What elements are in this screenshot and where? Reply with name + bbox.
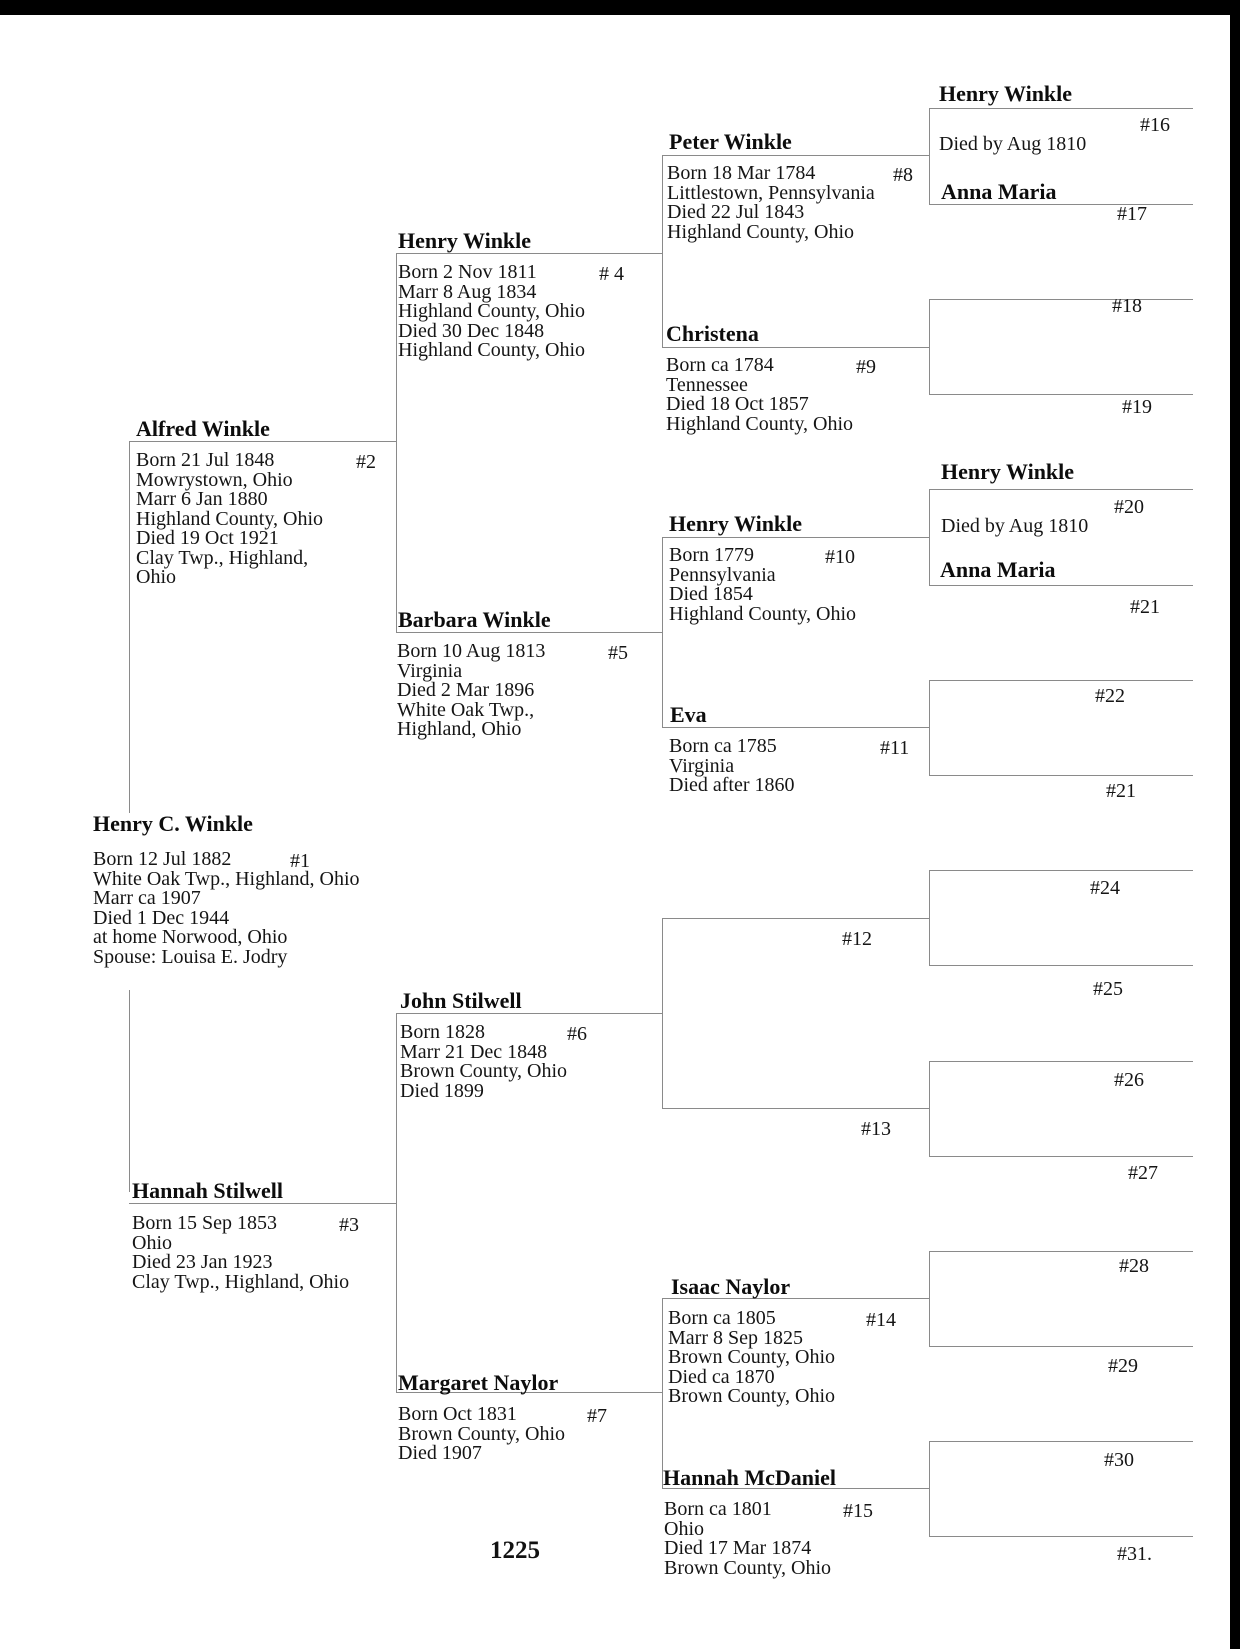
person-1-died: Died 1 Dec 1944 — [93, 906, 230, 929]
person-5-line: White Oak Twp., — [397, 698, 535, 721]
person-16-name: Henry Winkle — [939, 81, 1073, 106]
person-2-line: Born 21 Jul 1848 — [136, 449, 275, 471]
person-18-number: #18 — [1112, 295, 1142, 317]
person-7-details — [398, 1405, 565, 1464]
person-3-details — [132, 1214, 349, 1292]
person-10-line: Born 1779 — [669, 544, 754, 566]
person-1-marriage: Marr ca 1907 — [93, 887, 201, 909]
person-14-line: Brown County, Ohio — [668, 1385, 836, 1407]
person-14-line: Marr 8 Sep 1825 — [668, 1326, 803, 1349]
person-7-number: #7 — [587, 1405, 607, 1427]
person-5-line: Died 2 Mar 1896 — [397, 679, 535, 701]
person-28-number: #28 — [1119, 1255, 1149, 1277]
person-20-details — [941, 517, 1088, 537]
person-9-name: Christena — [666, 321, 759, 346]
person-12-number: #12 — [842, 928, 872, 950]
person-10-line: Died 1854 — [669, 583, 753, 605]
person-19-number: #19 — [1122, 396, 1152, 418]
person-5-line: Born 10 Aug 1813 — [397, 640, 546, 662]
person-4-number: # 4 — [599, 263, 624, 285]
person-30-number: #30 — [1104, 1449, 1134, 1471]
person-20-name: Henry Winkle — [941, 459, 1075, 484]
person-7-line: Died 1907 — [398, 1442, 482, 1464]
person-15-name: Hannah McDaniel — [663, 1465, 836, 1490]
person-6-number: #6 — [567, 1023, 587, 1045]
person-29-number: #29 — [1108, 1355, 1138, 1377]
person-8-line: Highland County, Ohio — [667, 220, 855, 243]
person-15-line: Born ca 1801 — [664, 1498, 772, 1520]
person-2-line: Mowrystown, Ohio — [136, 468, 293, 491]
person-8-details — [667, 164, 875, 242]
scan-border-top — [0, 0, 1240, 15]
person-26-number: #26 — [1114, 1069, 1144, 1091]
person-4-details — [398, 263, 585, 361]
person-6-name: John Stilwell — [400, 988, 522, 1013]
person-31-number: #31. — [1117, 1543, 1152, 1565]
person-11-line: Born ca 1785 — [669, 735, 777, 757]
person-6-line: Brown County, Ohio — [400, 1060, 568, 1082]
person-10-line: Highland County, Ohio — [669, 602, 857, 625]
person-25-number: #25 — [1093, 978, 1123, 1000]
person-3-line: Clay Twp., Highland, Ohio — [132, 1270, 350, 1293]
person-11-line: Virginia — [669, 754, 735, 777]
person-9-line: Tennessee — [666, 373, 748, 396]
person-5-line: Virginia — [397, 659, 463, 682]
person-7-name: Margaret Naylor — [398, 1370, 559, 1395]
person-9-details — [666, 356, 853, 434]
person-14-name: Isaac Naylor — [671, 1274, 791, 1299]
person-11-name: Eva — [670, 702, 707, 727]
person-8-line: Littlestown, Pennsylvania — [667, 181, 875, 204]
person-11-line: Died after 1860 — [669, 774, 795, 796]
person-14-number: #14 — [866, 1309, 896, 1331]
person-9-line: Born ca 1784 — [666, 354, 774, 376]
person-2-number: #2 — [356, 451, 376, 473]
person-2-details — [136, 451, 323, 588]
person-2-line: Clay Twp., Highland, — [136, 546, 309, 569]
person-9-number: #9 — [856, 356, 876, 378]
person-15-line: Brown County, Ohio — [664, 1556, 832, 1579]
person-16-line: Died by Aug 1810 — [939, 133, 1087, 155]
scan-border-right — [1230, 0, 1240, 1649]
person-2-line: Died 19 Oct 1921 — [136, 527, 279, 549]
person-6-line: Marr 21 Dec 1848 — [400, 1040, 548, 1063]
person-8-line: Died 22 Jul 1843 — [667, 201, 805, 223]
person-9-line: Died 18 Oct 1857 — [666, 393, 809, 415]
person-22-number: #22 — [1095, 685, 1125, 707]
person-3-line: Ohio — [132, 1231, 172, 1254]
person-8-name: Peter Winkle — [669, 129, 792, 154]
person-10-number: #10 — [825, 546, 855, 568]
person-3-number: #3 — [339, 1214, 359, 1236]
person-23-number: #21 — [1106, 780, 1136, 802]
person-14-line: Born ca 1805 — [668, 1307, 776, 1329]
person-14-line: Brown County, Ohio — [668, 1346, 836, 1368]
person-8-line: Born 18 Mar 1784 — [667, 162, 816, 184]
person-20-line: Died by Aug 1810 — [941, 515, 1089, 537]
person-1-name: Henry C. Winkle — [93, 811, 253, 836]
person-5-name: Barbara Winkle — [398, 607, 551, 632]
person-7-line: Brown County, Ohio — [398, 1422, 566, 1445]
person-8-number: #8 — [893, 164, 913, 186]
person-5-number: #5 — [608, 642, 628, 664]
person-20-number: #20 — [1114, 496, 1144, 518]
person-11-number: #11 — [880, 737, 910, 759]
person-21-name: Anna Maria — [940, 557, 1056, 582]
person-3-line: Died 23 Jan 1923 — [132, 1251, 273, 1273]
person-1-deathplace: at home Norwood, Ohio — [93, 926, 288, 948]
person-4-name: Henry Winkle — [398, 228, 532, 253]
person-27-number: #27 — [1128, 1162, 1158, 1184]
person-2-line: Highland County, Ohio — [136, 507, 324, 530]
person-10-line: Pennsylvania — [669, 563, 776, 586]
person-6-line: Born 1828 — [400, 1021, 485, 1043]
person-16-details — [939, 135, 1086, 155]
person-3-line: Born 15 Sep 1853 — [132, 1212, 277, 1234]
person-4-line: Highland County, Ohio — [398, 300, 586, 322]
person-13-number: #13 — [861, 1118, 891, 1140]
person-11-details — [669, 737, 795, 796]
person-4-line: Marr 8 Aug 1834 — [398, 280, 537, 303]
person-21-number: #21 — [1130, 596, 1160, 618]
person-24-number: #24 — [1090, 877, 1120, 899]
person-7-line: Born Oct 1831 — [398, 1403, 517, 1425]
person-10-name: Henry Winkle — [669, 511, 803, 536]
person-15-line: Ohio — [664, 1517, 704, 1540]
person-6-details — [400, 1023, 567, 1101]
person-5-line: Highland, Ohio — [397, 718, 522, 740]
person-4-line: Born 2 Nov 1811 — [398, 261, 537, 283]
person-5-details — [397, 642, 545, 740]
person-16-number: #16 — [1140, 114, 1170, 136]
person-4-line: Highland County, Ohio — [398, 339, 586, 361]
person-15-details — [664, 1500, 831, 1578]
person-15-line: Died 17 Mar 1874 — [664, 1537, 812, 1559]
page-number: 1225 — [490, 1537, 540, 1564]
person-9-line: Highland County, Ohio — [666, 412, 854, 435]
person-2-name: Alfred Winkle — [136, 416, 270, 441]
person-17-number: #17 — [1117, 203, 1147, 225]
person-17-name: Anna Maria — [941, 179, 1057, 204]
person-1-spouse: Spouse: Louisa E. Jodry — [93, 945, 288, 968]
person-14-details — [668, 1309, 835, 1407]
person-14-line: Died ca 1870 — [668, 1365, 775, 1388]
person-2-line: Marr 6 Jan 1880 — [136, 488, 268, 510]
person-1-birthplace: White Oak Twp., Highland, Ohio — [93, 867, 360, 890]
person-1-number: #1 — [290, 850, 310, 872]
person-3-name: Hannah Stilwell — [132, 1178, 283, 1203]
person-2-line: Ohio — [136, 566, 176, 588]
person-4-line: Died 30 Dec 1848 — [398, 319, 545, 342]
person-15-number: #15 — [843, 1500, 873, 1522]
person-1-born: Born 12 Jul 1882 — [93, 848, 232, 870]
person-1-details — [93, 850, 360, 967]
person-6-line: Died 1899 — [400, 1079, 484, 1102]
